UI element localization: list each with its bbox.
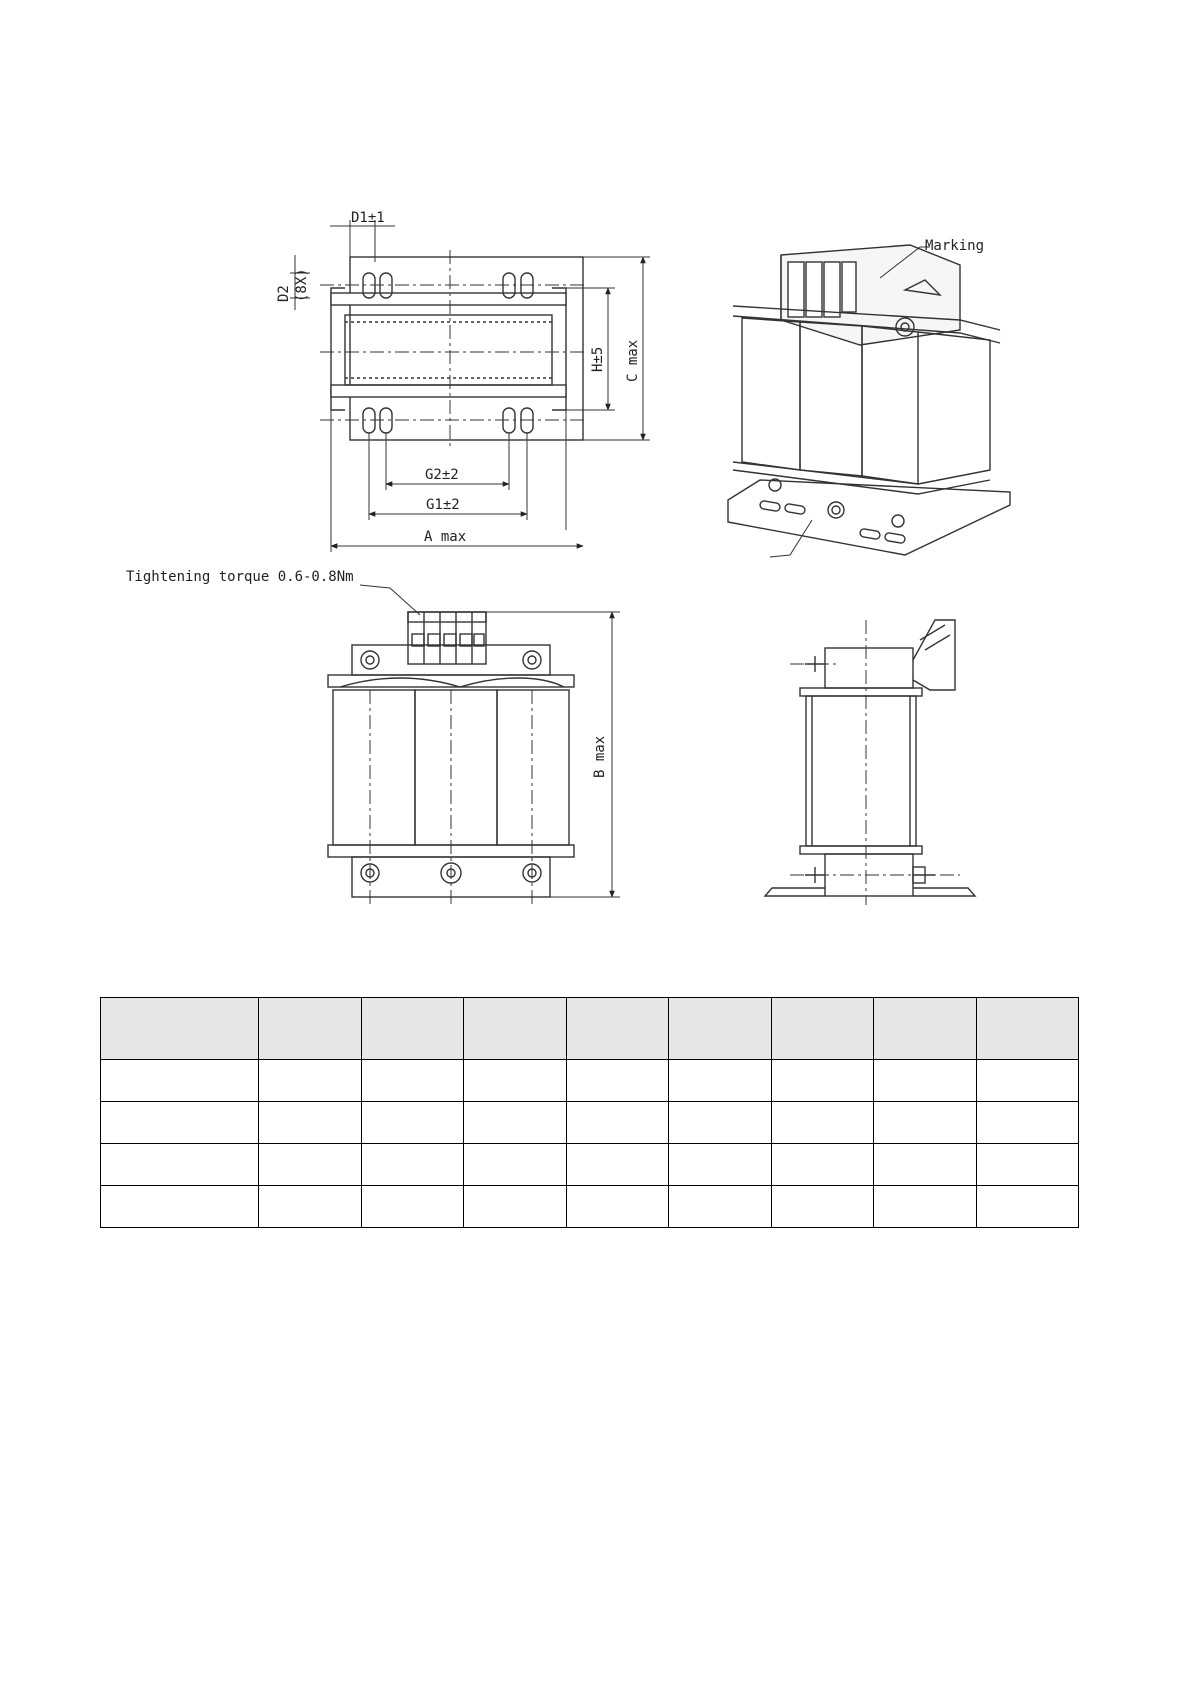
table-cell xyxy=(464,1060,567,1102)
table-row xyxy=(101,1186,1079,1228)
front-coil-1 xyxy=(333,690,415,845)
table-cell xyxy=(101,1144,259,1186)
table-cell xyxy=(874,1102,977,1144)
front-terminal-block xyxy=(408,612,486,664)
table-cell xyxy=(101,1102,259,1144)
label-torque: Tightening torque 0.6-0.8Nm xyxy=(126,569,354,585)
table-cell xyxy=(976,1102,1079,1144)
table-cell xyxy=(566,1186,669,1228)
side-coil xyxy=(806,696,916,846)
header-cell xyxy=(669,998,772,1060)
label-b: B max xyxy=(592,735,608,778)
table-cell xyxy=(669,1186,772,1228)
header-cell xyxy=(361,998,464,1060)
table-cell xyxy=(976,1186,1079,1228)
table-cell xyxy=(669,1060,772,1102)
table-cell xyxy=(101,1186,259,1228)
label-a: A max xyxy=(424,529,467,545)
table-row xyxy=(101,1102,1079,1144)
table-cell xyxy=(464,1144,567,1186)
top-view xyxy=(290,220,650,552)
table-cell xyxy=(669,1144,772,1186)
iso-base-plate xyxy=(728,480,1010,555)
front-view xyxy=(328,585,620,905)
iso-coil-3 xyxy=(862,326,918,484)
label-marking: Marking xyxy=(925,238,985,254)
label-d2-count: (8X) xyxy=(294,268,310,302)
header-cell xyxy=(101,998,259,1060)
front-coil-2 xyxy=(415,690,497,845)
table-cell xyxy=(361,1144,464,1186)
header-cell xyxy=(976,998,1079,1060)
table-cell xyxy=(259,1144,362,1186)
label-c: C max xyxy=(625,339,641,382)
top-view-core xyxy=(345,315,552,385)
table-cell xyxy=(771,1102,874,1144)
table-cell xyxy=(976,1060,1079,1102)
table-cell xyxy=(101,1060,259,1102)
table-cell xyxy=(464,1186,567,1228)
iso-terminal-block xyxy=(788,262,856,317)
header-cell xyxy=(771,998,874,1060)
table-cell xyxy=(361,1060,464,1102)
table-header-row xyxy=(101,998,1079,1060)
table-cell xyxy=(976,1144,1079,1186)
iso-coil-1 xyxy=(742,318,800,470)
label-d1: D1±1 xyxy=(351,210,385,226)
table-cell xyxy=(566,1144,669,1186)
table-cell xyxy=(874,1060,977,1102)
table-cell xyxy=(566,1102,669,1144)
header-cell xyxy=(874,998,977,1060)
dimensions-table xyxy=(100,997,1079,1228)
label-g1: G1±2 xyxy=(426,497,460,513)
isometric-view xyxy=(728,245,1010,557)
table-cell xyxy=(771,1060,874,1102)
header-cell xyxy=(566,998,669,1060)
table-cell xyxy=(361,1186,464,1228)
table-cell xyxy=(259,1186,362,1228)
label-h: H±5 xyxy=(590,346,606,372)
header-cell xyxy=(259,998,362,1060)
front-coil-3 xyxy=(497,690,569,845)
table-row xyxy=(101,1144,1079,1186)
table-cell xyxy=(771,1144,874,1186)
table-row xyxy=(101,1060,1079,1102)
table-cell xyxy=(771,1186,874,1228)
table-cell xyxy=(669,1102,772,1144)
iso-coil-2 xyxy=(800,322,862,476)
table-cell xyxy=(874,1186,977,1228)
label-d2: D2 xyxy=(276,285,292,302)
table-cell xyxy=(464,1102,567,1144)
table-cell xyxy=(361,1102,464,1144)
table-cell xyxy=(874,1144,977,1186)
top-view-base-plate xyxy=(350,257,583,440)
side-view xyxy=(765,620,975,905)
table-cell xyxy=(259,1102,362,1144)
table-cell xyxy=(566,1060,669,1102)
label-g2: G2±2 xyxy=(425,467,459,483)
header-cell xyxy=(464,998,567,1060)
table-cell xyxy=(259,1060,362,1102)
